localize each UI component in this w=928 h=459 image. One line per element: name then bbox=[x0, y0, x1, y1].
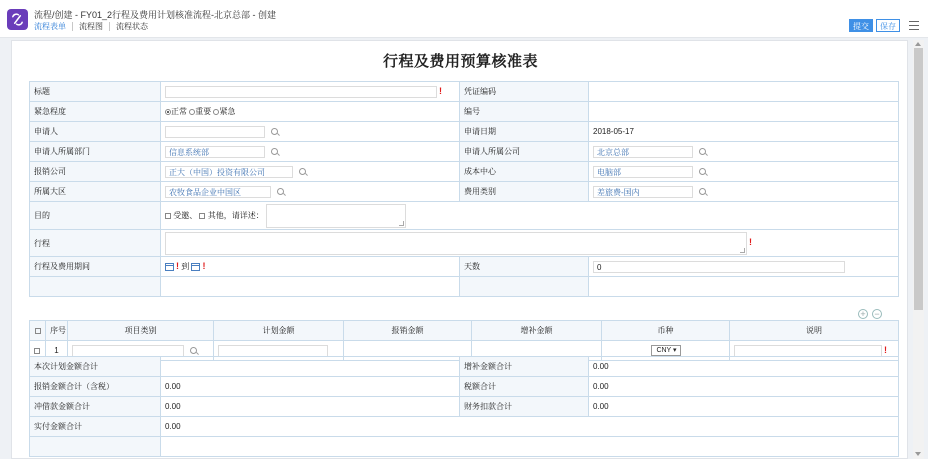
finance-deduct-value: 0.00 bbox=[589, 397, 899, 417]
dept-label: 申请人所属部门 bbox=[30, 142, 161, 162]
totals-table bbox=[29, 356, 899, 457]
currency-select[interactable]: CNY ▾ bbox=[651, 345, 681, 356]
apply-date-value: 2018-05-17 bbox=[589, 122, 899, 142]
urgency-normal-radio[interactable] bbox=[165, 109, 171, 115]
select-all-cell bbox=[30, 321, 46, 341]
category-input[interactable] bbox=[72, 345, 184, 357]
search-icon[interactable] bbox=[699, 188, 706, 195]
header-tabs bbox=[34, 22, 160, 31]
col-index: 序号 bbox=[46, 321, 68, 341]
empty-label bbox=[460, 277, 589, 297]
applicant-input[interactable] bbox=[165, 126, 265, 138]
col-currency: 币种 bbox=[602, 321, 730, 341]
workflow-icon bbox=[10, 12, 25, 27]
purpose-cell bbox=[161, 202, 899, 230]
plan-total-value bbox=[161, 357, 460, 377]
voucher-value bbox=[589, 82, 899, 102]
finance-deduct-label: 财务扣款合计 bbox=[460, 397, 589, 417]
required-mark: ! bbox=[176, 261, 179, 271]
row-index: 1 bbox=[46, 341, 68, 361]
calendar-icon[interactable] bbox=[191, 263, 200, 271]
plan-total-label: 本次计划金额合计 bbox=[30, 357, 161, 377]
dept-cell bbox=[161, 142, 460, 162]
days-cell bbox=[589, 257, 899, 277]
cost-center-label: 成本中心 bbox=[460, 162, 589, 182]
empty-cell bbox=[589, 277, 899, 297]
applicant-label: 申请人 bbox=[30, 122, 161, 142]
region-label: 所属大区 bbox=[30, 182, 161, 202]
itinerary-label: 行程 bbox=[30, 230, 161, 257]
reimb-total-value: 0.00 bbox=[161, 377, 460, 397]
urgency-urgent-label: 紧急 bbox=[219, 107, 236, 116]
expense-type-label: 费用类别 bbox=[460, 182, 589, 202]
plan-amount-input[interactable] bbox=[218, 345, 328, 357]
search-icon[interactable] bbox=[299, 168, 306, 175]
reimb-total-label: 报销金额合计（含税） bbox=[30, 377, 161, 397]
urgency-label: 紧急程度 bbox=[30, 102, 161, 122]
tax-total-value: 0.00 bbox=[589, 377, 899, 397]
tab-status[interactable]: 流程状态 bbox=[116, 22, 148, 31]
save-button[interactable]: 保存 bbox=[876, 19, 900, 32]
purpose-other-checkbox[interactable] bbox=[199, 213, 205, 219]
remark-input[interactable] bbox=[734, 345, 882, 357]
scroll-thumb[interactable] bbox=[914, 48, 923, 310]
menu-icon[interactable] bbox=[909, 21, 919, 30]
col-category: 项目类别 bbox=[68, 321, 214, 341]
col-supplement-amount: 增补金额 bbox=[472, 321, 602, 341]
expense-type-cell bbox=[589, 182, 899, 202]
row-checkbox[interactable] bbox=[34, 348, 40, 354]
reimb-company-cell bbox=[161, 162, 460, 182]
purpose-other-label: 其他，请详述： bbox=[207, 210, 264, 220]
search-icon[interactable] bbox=[699, 168, 706, 175]
tab-form[interactable]: 流程表单 bbox=[34, 22, 73, 31]
required-mark: ! bbox=[749, 237, 752, 248]
actual-total-label: 实付金额合计 bbox=[30, 417, 161, 437]
urgency-important-label: 重要 bbox=[195, 107, 212, 116]
scroll-up-icon[interactable] bbox=[915, 42, 921, 46]
col-remark: 说明 bbox=[730, 321, 899, 341]
form-sheet bbox=[11, 40, 908, 459]
days-input[interactable]: 0 bbox=[593, 261, 845, 273]
offset-total-label: 冲借款金额合计 bbox=[30, 397, 161, 417]
detail-table bbox=[29, 320, 899, 361]
period-cell bbox=[161, 257, 460, 277]
vertical-scrollbar[interactable] bbox=[913, 40, 924, 459]
number-value bbox=[589, 102, 899, 122]
empty-label bbox=[30, 277, 161, 297]
empty-cell bbox=[161, 277, 460, 297]
expense-type-input[interactable]: 差旅费-国内 bbox=[593, 186, 693, 198]
select-all-checkbox[interactable] bbox=[35, 328, 41, 334]
tax-total-label: 税额合计 bbox=[460, 377, 589, 397]
voucher-label: 凭证编码 bbox=[460, 82, 589, 102]
app-header bbox=[0, 0, 928, 38]
itinerary-textarea[interactable] bbox=[165, 232, 747, 255]
form-title: 行程及费用预算核准表 bbox=[382, 53, 538, 70]
title-label: 标题 bbox=[30, 82, 161, 102]
actual-total-value: 0.00 bbox=[161, 417, 899, 437]
itinerary-cell bbox=[161, 230, 899, 257]
reimb-company-input[interactable]: 正大（中国）投资有限公司 bbox=[165, 166, 293, 178]
add-row-button[interactable]: + bbox=[858, 309, 868, 319]
purpose-invited-checkbox[interactable] bbox=[165, 213, 171, 219]
region-cell bbox=[161, 182, 460, 202]
app-logo bbox=[7, 9, 28, 30]
submit-button[interactable]: 提交 bbox=[849, 19, 873, 32]
supplement-total-label: 增补金额合计 bbox=[460, 357, 589, 377]
empty-cell bbox=[161, 437, 899, 457]
col-plan-amount: 计划金额 bbox=[214, 321, 344, 341]
cost-center-input[interactable]: 电脑部 bbox=[593, 166, 693, 178]
remove-row-button[interactable]: − bbox=[872, 309, 882, 319]
urgency-cell bbox=[161, 102, 460, 122]
window-title: 流程/创建 - FY01_2行程及费用计划核准流程-北京总部 - 创建 bbox=[34, 10, 277, 20]
main-form-table bbox=[29, 81, 899, 297]
company-input[interactable]: 北京总部 bbox=[593, 146, 693, 158]
purpose-invited-label: 受邀、 bbox=[173, 210, 198, 220]
period-label: 行程及费用期间 bbox=[30, 257, 161, 277]
header-actions bbox=[849, 19, 900, 32]
purpose-textarea[interactable] bbox=[266, 204, 406, 228]
search-icon[interactable] bbox=[699, 148, 706, 155]
company-cell bbox=[589, 142, 899, 162]
applicant-cell bbox=[161, 122, 460, 142]
apply-date-label: 申请日期 bbox=[460, 122, 589, 142]
region-input[interactable]: 农牧食品企业中国区 bbox=[165, 186, 271, 198]
reimb-company-label: 报销公司 bbox=[30, 162, 161, 182]
required-mark: ! bbox=[884, 344, 887, 355]
title-cell bbox=[161, 82, 460, 102]
search-icon[interactable] bbox=[271, 148, 278, 155]
search-icon[interactable] bbox=[277, 188, 284, 195]
offset-total-value: 0.00 bbox=[161, 397, 460, 417]
search-icon[interactable] bbox=[271, 128, 278, 135]
col-reimb-amount: 报销金额 bbox=[344, 321, 472, 341]
cost-center-cell bbox=[589, 162, 899, 182]
purpose-label: 目的 bbox=[30, 202, 161, 230]
search-icon[interactable] bbox=[190, 347, 197, 354]
supplement-total-value: 0.00 bbox=[589, 357, 899, 377]
tab-flowchart[interactable]: 流程图 bbox=[79, 22, 110, 31]
empty-label bbox=[30, 437, 161, 457]
title-input[interactable] bbox=[165, 86, 437, 98]
urgency-normal-label: 正常 bbox=[171, 107, 187, 116]
scroll-down-icon[interactable] bbox=[915, 452, 921, 456]
days-label: 天数 bbox=[460, 257, 589, 277]
period-to-label: 到 bbox=[181, 262, 190, 271]
calendar-icon[interactable] bbox=[165, 263, 174, 271]
number-label: 编号 bbox=[460, 102, 589, 122]
required-mark: ! bbox=[439, 85, 442, 96]
required-mark: ! bbox=[202, 261, 206, 271]
company-label: 申请人所属公司 bbox=[460, 142, 589, 162]
dept-input[interactable]: 信息系统部 bbox=[165, 146, 265, 158]
